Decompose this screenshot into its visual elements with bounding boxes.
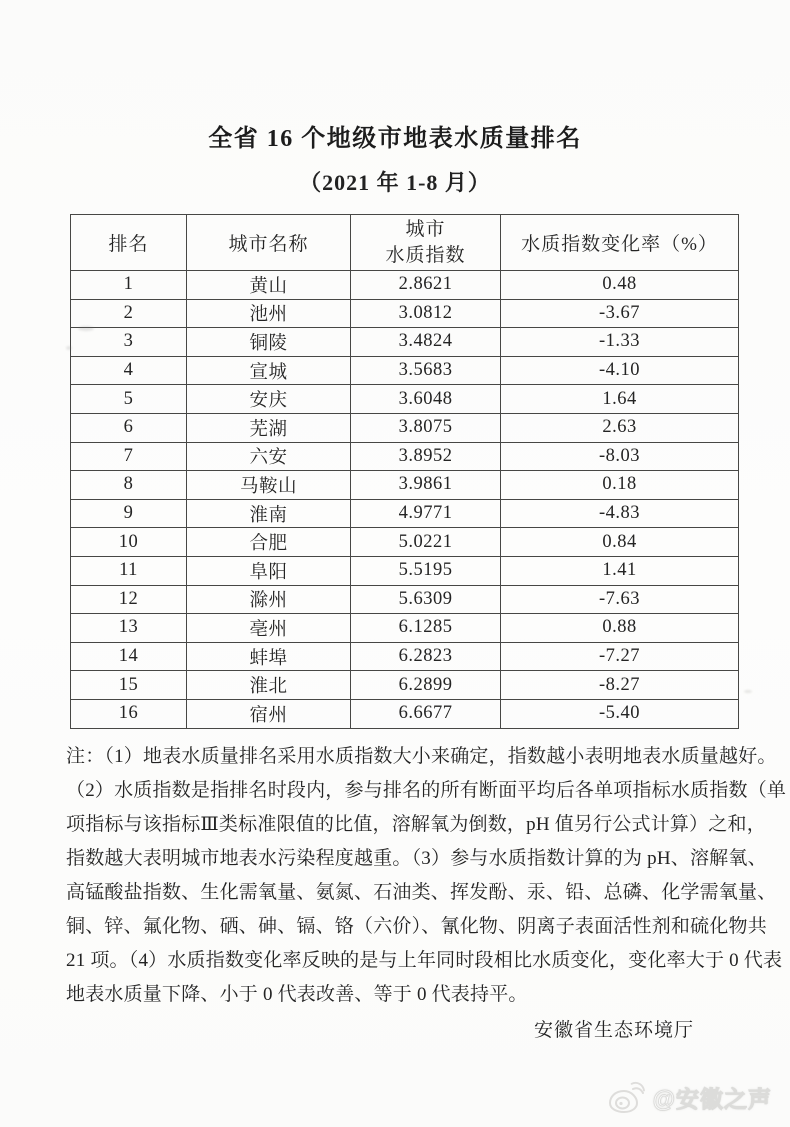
cell-change-rate: -7.63: [501, 585, 739, 614]
note-line: （2）水质指数是指排名时段内，参与排名的所有断面平均后各单项指标水质指数（单: [66, 779, 787, 801]
note-line: 铜、锌、氟化物、硒、砷、镉、铬（六价）、氰化物、阴离子表面活性剂和硫化物共: [66, 915, 767, 937]
table-row: [71, 642, 739, 671]
cell-change-rate: 2.63: [501, 413, 739, 442]
cell-rank: 16: [71, 699, 187, 728]
cell-city-name: 阜阳: [187, 556, 351, 585]
table-row: [71, 442, 739, 471]
cell-city-name: 宣城: [187, 356, 351, 385]
cell-change-rate: -4.83: [501, 499, 739, 528]
table-row: [71, 328, 739, 357]
table-body: [71, 271, 739, 729]
cell-rank: 11: [71, 556, 187, 585]
table-row: [71, 271, 739, 300]
header-index-line2: 水质指数: [385, 244, 466, 266]
header-index: [351, 215, 501, 271]
cell-water-index: 5.0221: [351, 528, 501, 557]
cell-city-name: 亳州: [187, 614, 351, 643]
scan-speck: [66, 346, 72, 350]
cell-rank: 6: [71, 413, 187, 442]
cell-water-index: 5.6309: [351, 585, 501, 614]
issuing-agency: 安徽省生态环境厅: [533, 1019, 694, 1041]
note-line: 21 项。（4）水质指数变化率反映的是与上年同时段相比水质变化，变化率大于 0 代表: [66, 949, 783, 971]
scan-speck: [744, 690, 752, 693]
cell-rank: 5: [71, 385, 187, 414]
cell-rank: 15: [71, 671, 187, 700]
cell-change-rate: 1.41: [501, 556, 739, 585]
cell-change-rate: 0.18: [501, 471, 739, 500]
cell-rank: 1: [71, 271, 187, 300]
cell-rank: 12: [71, 585, 187, 614]
table-row: [71, 471, 739, 500]
cell-water-index: 3.5683: [351, 356, 501, 385]
table-row: [71, 499, 739, 528]
cell-water-index: 6.1285: [351, 614, 501, 643]
header-rank: 排名: [71, 215, 187, 271]
cell-city-name: 芜湖: [187, 413, 351, 442]
cell-city-name: 铜陵: [187, 328, 351, 357]
cell-water-index: 3.0812: [351, 299, 501, 328]
note-line: 高锰酸盐指数、生化需氧量、氨氮、石油类、挥发酚、汞、铅、总磷、化学需氧量、: [66, 881, 777, 903]
table-row: [71, 413, 739, 442]
cell-water-index: 2.8621: [351, 271, 501, 300]
cell-water-index: 3.9861: [351, 471, 501, 500]
cell-rank: 9: [71, 499, 187, 528]
cell-change-rate: 0.48: [501, 271, 739, 300]
water-quality-ranking-table: [70, 214, 739, 729]
cell-rank: 8: [71, 471, 187, 500]
table-row: [71, 385, 739, 414]
cell-city-name: 宿州: [187, 699, 351, 728]
cell-change-rate: 1.64: [501, 385, 739, 414]
table-row: [71, 356, 739, 385]
cell-city-name: 合肥: [187, 528, 351, 557]
cell-city-name: 六安: [187, 442, 351, 471]
cell-change-rate: 0.88: [501, 614, 739, 643]
cell-city-name: 淮北: [187, 671, 351, 700]
table-row: [71, 699, 739, 728]
cell-water-index: 3.8075: [351, 413, 501, 442]
note-line: 注：（1）地表水质量排名采用水质指数大小来确定，指数越小表明地表水质量越好。: [66, 745, 777, 767]
cell-rank: 4: [71, 356, 187, 385]
cell-water-index: 6.2823: [351, 642, 501, 671]
cell-city-name: 池州: [187, 299, 351, 328]
note-line: 项指标与该指标Ⅲ类标准限值的比值，溶解氧为倒数，pH 值另行公式计算）之和，: [66, 813, 766, 835]
cell-change-rate: -1.33: [501, 328, 739, 357]
table-row: [71, 671, 739, 700]
cell-rank: 7: [71, 442, 187, 471]
cell-water-index: 3.8952: [351, 442, 501, 471]
cell-rank: 14: [71, 642, 187, 671]
cell-change-rate: -4.10: [501, 356, 739, 385]
document-subtitle: （2021 年 1-8 月）: [299, 170, 491, 195]
header-index-line1: 城市: [405, 218, 446, 240]
table-row: [71, 614, 739, 643]
cell-change-rate: -7.27: [501, 642, 739, 671]
cell-water-index: 6.2899: [351, 671, 501, 700]
cell-city-name: 黄山: [187, 271, 351, 300]
note-line: 指数越大表明城市地表水污染程度越重。（3）参与水质指数计算的为 pH、溶解氧、: [66, 847, 767, 869]
cell-city-name: 滁州: [187, 585, 351, 614]
cell-rank: 2: [71, 299, 187, 328]
weibo-icon: [607, 1079, 647, 1115]
cell-water-index: 3.4824: [351, 328, 501, 357]
scan-speck: [78, 326, 94, 331]
document-title-block: [0, 0, 790, 197]
watermark-handle: @安徽之声: [652, 1085, 772, 1112]
cell-change-rate: -8.03: [501, 442, 739, 471]
note-line: 地表水质量下降、小于 0 代表改善、等于 0 代表持平。: [66, 983, 528, 1005]
cell-rank: 3: [71, 328, 187, 357]
cell-city-name: 马鞍山: [187, 471, 351, 500]
cell-change-rate: -8.27: [501, 671, 739, 700]
table-row: [71, 528, 739, 557]
cell-water-index: 3.6048: [351, 385, 501, 414]
table-row: [71, 299, 739, 328]
weibo-watermark: [607, 1079, 772, 1115]
cell-change-rate: -5.40: [501, 699, 739, 728]
header-city: 城市名称: [187, 215, 351, 271]
cell-rank: 10: [71, 528, 187, 557]
cell-change-rate: -3.67: [501, 299, 739, 328]
footnotes-block: [66, 740, 787, 1012]
cell-city-name: 安庆: [187, 385, 351, 414]
cell-city-name: 淮南: [187, 499, 351, 528]
table-row: [71, 585, 739, 614]
document-title: 全省 16 个地级市地表水质量排名: [208, 126, 582, 152]
cell-city-name: 蚌埠: [187, 642, 351, 671]
header-change-rate: 水质指数变化率（%）: [501, 215, 739, 271]
cell-rank: 13: [71, 614, 187, 643]
table-header-row: [71, 215, 739, 271]
cell-water-index: 5.5195: [351, 556, 501, 585]
cell-change-rate: 0.84: [501, 528, 739, 557]
cell-water-index: 4.9771: [351, 499, 501, 528]
table-row: [71, 556, 739, 585]
cell-water-index: 6.6677: [351, 699, 501, 728]
